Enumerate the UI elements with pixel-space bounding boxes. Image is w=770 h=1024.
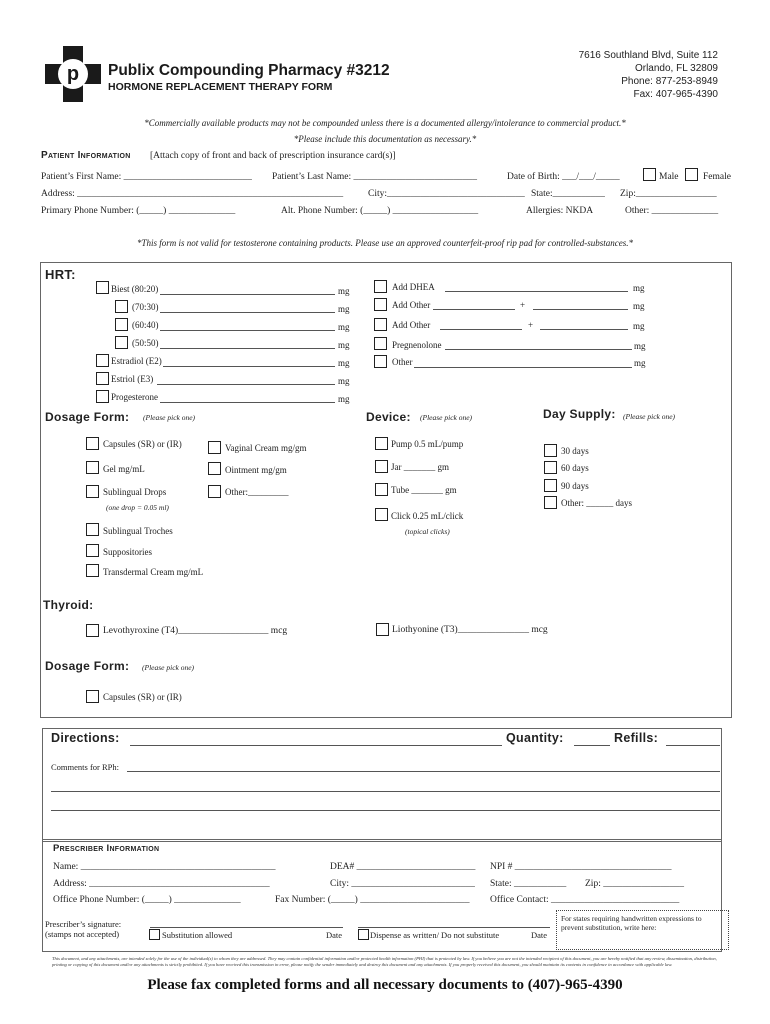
day-supply-heading: Day Supply: [543, 407, 616, 421]
capsules-label: Capsules (SR) or (IR) [103, 439, 182, 449]
sublingual-troches-label: Sublingual Troches [103, 526, 173, 536]
pharmacy-phone: Phone: 877-253-8949 [621, 76, 718, 87]
suppositories-checkbox[interactable] [86, 544, 99, 557]
tube-label: Tube _______ gm [391, 485, 457, 495]
liothyonine-checkbox[interactable] [376, 623, 389, 636]
biest-5050-unit: mg [338, 340, 350, 350]
estradiol-label: Estradiol (E2) [111, 356, 162, 366]
pregnenolone-line[interactable] [445, 349, 632, 350]
add-other-2-line-b[interactable] [540, 329, 628, 330]
prescriber-dea-field[interactable]: DEA# _________________________ [330, 862, 476, 872]
sublingual-troches-checkbox[interactable] [86, 523, 99, 536]
estradiol-line[interactable] [163, 366, 335, 367]
biest-5050-label: (50:50) [132, 338, 159, 348]
dhea-checkbox[interactable] [374, 280, 387, 293]
prescriber-fax-field[interactable]: Fax Number: (_____) _______________________ [275, 895, 470, 905]
biest-6040-unit: mg [338, 322, 350, 332]
vaginal-cream-checkbox[interactable] [208, 441, 221, 454]
other-hormone-unit: mg [634, 358, 646, 368]
biest-8020-label: Biest (80:20) [111, 284, 159, 294]
capsules-checkbox[interactable] [86, 437, 99, 450]
day-supply-pick-note: (Please pick one) [623, 412, 676, 421]
dhea-label: Add DHEA [392, 282, 435, 292]
tube-checkbox[interactable] [375, 483, 388, 496]
commercial-notice: *Commercially available products may not be compounded unless there is a documented allergy/intolerance to commercial product.* [144, 118, 626, 128]
form-title: HORMONE REPLACEMENT THERAPY FORM [108, 81, 333, 93]
directions-line[interactable] [130, 745, 502, 746]
add-other-1-checkbox[interactable] [374, 298, 387, 311]
thyroid-capsules-label: Capsules (SR) or (IR) [103, 692, 182, 702]
substitution-allowed-checkbox[interactable] [149, 929, 160, 940]
device-pick-note: (Please pick one) [420, 413, 473, 422]
date-1-label: Date [326, 930, 343, 940]
ointment-checkbox[interactable] [208, 462, 221, 475]
fax-instructions: Please fax completed forms and all necessary documents to (407)-965-4390 [147, 977, 623, 993]
add-other-1-label: Add Other [392, 300, 431, 310]
office-contact-field[interactable]: Office Contact: ___________________________ [490, 895, 680, 905]
add-other-1-line-b[interactable] [533, 309, 628, 310]
other-days-label: Other: ______ days [561, 498, 632, 508]
biest-6040-label: (60:40) [132, 320, 159, 330]
biest-8020-unit: mg [338, 286, 350, 296]
90-days-checkbox[interactable] [544, 479, 557, 492]
progesterone-line[interactable] [160, 402, 335, 403]
other-hormone-line[interactable] [414, 367, 632, 368]
add-other-1-line-a[interactable] [433, 309, 515, 310]
handwritten-substitution-note: For states requiring handwritten expressions to prevent substitution, write here: [561, 914, 702, 932]
thyroid-capsules-checkbox[interactable] [86, 690, 99, 703]
stamps-note: (stamps not accepted) [45, 929, 120, 939]
pharmacy-address-line2: Orlando, FL 32809 [634, 63, 718, 74]
prescriber-name-field[interactable]: Name: _________________________________________ [53, 862, 276, 872]
other-hormone-label: Other [392, 357, 413, 367]
primary-phone-field[interactable]: Primary Phone Number: (_____) ______________ [41, 206, 236, 216]
vaginal-cream-label: Vaginal Cream mg/gm [225, 443, 307, 453]
levothyroxine-checkbox[interactable] [86, 624, 99, 637]
comments-line-3[interactable] [51, 810, 720, 811]
gel-checkbox[interactable] [86, 461, 99, 474]
transdermal-cream-label: Transdermal Cream mg/mL [103, 567, 204, 577]
biest-5050-line[interactable] [160, 348, 335, 349]
click-checkbox[interactable] [375, 508, 388, 521]
pump-checkbox[interactable] [375, 437, 388, 450]
suppositories-label: Suppositories [103, 547, 153, 557]
click-label: Click 0.25 mL/click [391, 511, 464, 521]
alt-phone-field[interactable]: Alt. Phone Number: (_____) __________________ [281, 206, 479, 216]
biest-7030-checkbox[interactable] [115, 300, 128, 313]
progesterone-unit: mg [338, 394, 350, 404]
sublingual-drops-label: Sublingual Drops [103, 487, 167, 497]
jar-checkbox[interactable] [375, 460, 388, 473]
biest-7030-unit: mg [338, 304, 350, 314]
estriol-unit: mg [338, 376, 350, 386]
add-other-1-plus: + [520, 300, 526, 310]
estriol-checkbox[interactable] [96, 372, 109, 385]
estriol-label: Estriol (E3) [111, 374, 154, 384]
biest-6040-checkbox[interactable] [115, 318, 128, 331]
substitution-allowed-label: Substitution allowed [162, 930, 233, 940]
device-heading: Device: [366, 410, 411, 424]
comments-label: Comments for RPh: [51, 762, 120, 772]
hrt-heading: HRT: [45, 267, 76, 282]
patient-last-name-field[interactable]: Patient’s Last Name: __________________________ [272, 172, 478, 182]
levothyroxine-field[interactable]: Levothyroxine (T4)___________________ mcg [103, 626, 288, 636]
insurance-attach-note: [Attach copy of front and back of prescription insurance card(s)] [150, 151, 396, 161]
add-other-2-plus: + [528, 320, 534, 330]
thyroid-heading: Thyroid: [43, 598, 94, 612]
date-2-label: Date [531, 930, 548, 940]
add-other-1-unit: mg [633, 301, 645, 311]
signature-line-1[interactable] [150, 927, 343, 928]
pregnenolone-unit: mg [634, 341, 646, 351]
drops-note: (one drop = 0.05 ml) [106, 503, 169, 512]
patient-zip-field[interactable]: Zip:_________________ [620, 189, 717, 199]
patient-address-field[interactable]: Address: ________________________________________________________ [41, 189, 344, 199]
add-other-2-line-a[interactable] [440, 329, 522, 330]
60-days-checkbox[interactable] [544, 461, 557, 474]
confidentiality-notice: This document, and any attachments, are intended solely for the use of the individual(s) to whom they are addressed. They may contain confidential information and/or protected health information (PHI) that is protected by law. If you believe you are not the intended recipient of this document, you are hereby notified that any review, dissemination, distribution, printing or copying of this document and/or any attachments is strictly prohibited. If you have received this transmission in error, please notify the sender immediately and destroy this document and any attachments. If you properly received this document, you should maintain its contents in confidence in accordance with applicable law. [52, 956, 717, 967]
thyroid-dosage-pick-note: (Please pick one) [142, 663, 195, 672]
jar-label: Jar _______ gm [391, 462, 449, 472]
comments-line-1[interactable] [127, 771, 720, 772]
prescriber-state-field[interactable]: State: ___________ [490, 879, 567, 889]
prescriber-npi-field[interactable]: NPI # _________________________________ [490, 862, 672, 872]
topical-clicks-note: (topical clicks) [405, 527, 450, 536]
dispense-as-written-checkbox[interactable] [358, 929, 369, 940]
prescriber-city-field[interactable]: City: __________________________ [330, 879, 475, 889]
patient-first-name-field[interactable]: Patient’s First Name: ___________________________ [41, 172, 252, 182]
thyroid-dosage-heading: Dosage Form: [45, 659, 130, 673]
logo-letter: p [66, 63, 80, 85]
prescriber-heading: Prescriber Information [53, 843, 160, 854]
office-phone-field[interactable]: Office Phone Number: (_____) ______________ [53, 895, 241, 905]
ointment-label: Ointment mg/gm [225, 465, 287, 475]
male-label: Male [659, 172, 679, 182]
pregnenolone-label: Pregnenolone [392, 340, 442, 350]
biest-7030-label: (70:30) [132, 302, 159, 312]
progesterone-label: Progesterone [111, 392, 158, 402]
quantity-line[interactable] [574, 745, 610, 746]
dhea-line[interactable] [445, 291, 628, 292]
add-other-2-label: Add Other [392, 320, 431, 330]
prescriber-address-field[interactable]: Address: ______________________________________ [53, 879, 270, 889]
sublingual-drops-checkbox[interactable] [86, 485, 99, 498]
documentation-notice: *Please include this documentation as necessary.* [293, 134, 477, 144]
quantity-heading: Quantity: [506, 731, 564, 745]
signature-label: Prescriber’s signature: [45, 919, 122, 929]
dob-field[interactable]: Date of Birth: ___/___/_____ [507, 172, 620, 182]
pharmacy-name: Publix Compounding Pharmacy #3212 [108, 62, 390, 79]
prescriber-zip-field[interactable]: Zip: _________________ [585, 879, 684, 889]
other-days-checkbox[interactable] [544, 496, 557, 509]
signature-line-2[interactable] [358, 927, 550, 928]
30-days-label: 30 days [561, 446, 589, 456]
comments-line-2[interactable] [51, 791, 720, 792]
allergies-other-field[interactable]: Other: ______________ [625, 206, 719, 216]
allergies-field[interactable]: Allergies: NKDA [526, 206, 594, 216]
dispense-as-written-label: Dispense as written/ Do not substitute [370, 930, 500, 940]
directions-heading: Directions: [51, 731, 120, 745]
biest-8020-line[interactable] [160, 294, 335, 295]
patient-state-field[interactable]: State:___________ [531, 189, 605, 199]
pharmacy-logo [45, 46, 101, 102]
patient-city-field[interactable]: City:_____________________________ [368, 189, 525, 199]
biest-8020-checkbox[interactable] [96, 281, 109, 294]
gel-label: Gel mg/mL [103, 464, 145, 474]
estriol-line[interactable] [157, 384, 335, 385]
female-label: Female [703, 172, 731, 182]
male-checkbox[interactable] [643, 168, 656, 181]
pharmacy-fax: Fax: 407-965-4390 [633, 89, 718, 100]
patient-info-heading: Patient Information [41, 150, 131, 161]
estradiol-checkbox[interactable] [96, 354, 109, 367]
pharmacy-address-line1: 7616 Southland Blvd, Suite 112 [578, 50, 718, 61]
pregnenolone-checkbox[interactable] [374, 337, 387, 350]
30-days-checkbox[interactable] [544, 444, 557, 457]
testosterone-notice: *This form is not valid for testosterone containing products. Please use an approved counterfeit-proof rip pad for controlled-substances.* [136, 238, 634, 248]
liothyonine-field[interactable]: Liothyonine (T3)_______________ mcg [392, 625, 548, 635]
estradiol-unit: mg [338, 358, 350, 368]
female-checkbox[interactable] [685, 168, 698, 181]
other-dosage-label: Other:_________ [225, 487, 289, 497]
add-other-2-checkbox[interactable] [374, 318, 387, 331]
biest-5050-checkbox[interactable] [115, 336, 128, 349]
90-days-label: 90 days [561, 481, 589, 491]
dosage-pick-note: (Please pick one) [143, 413, 196, 422]
biest-7030-line[interactable] [160, 312, 335, 313]
progesterone-checkbox[interactable] [96, 390, 109, 403]
add-other-2-unit: mg [633, 321, 645, 331]
refills-heading: Refills: [614, 731, 659, 745]
60-days-label: 60 days [561, 463, 589, 473]
biest-6040-line[interactable] [160, 330, 335, 331]
dhea-unit: mg [633, 283, 645, 293]
pump-label: Pump 0.5 mL/pump [391, 439, 464, 449]
dosage-form-heading: Dosage Form: [45, 410, 130, 424]
refills-line[interactable] [666, 745, 720, 746]
other-dosage-checkbox[interactable] [208, 485, 221, 498]
other-hormone-checkbox[interactable] [374, 355, 387, 368]
transdermal-cream-checkbox[interactable] [86, 564, 99, 577]
